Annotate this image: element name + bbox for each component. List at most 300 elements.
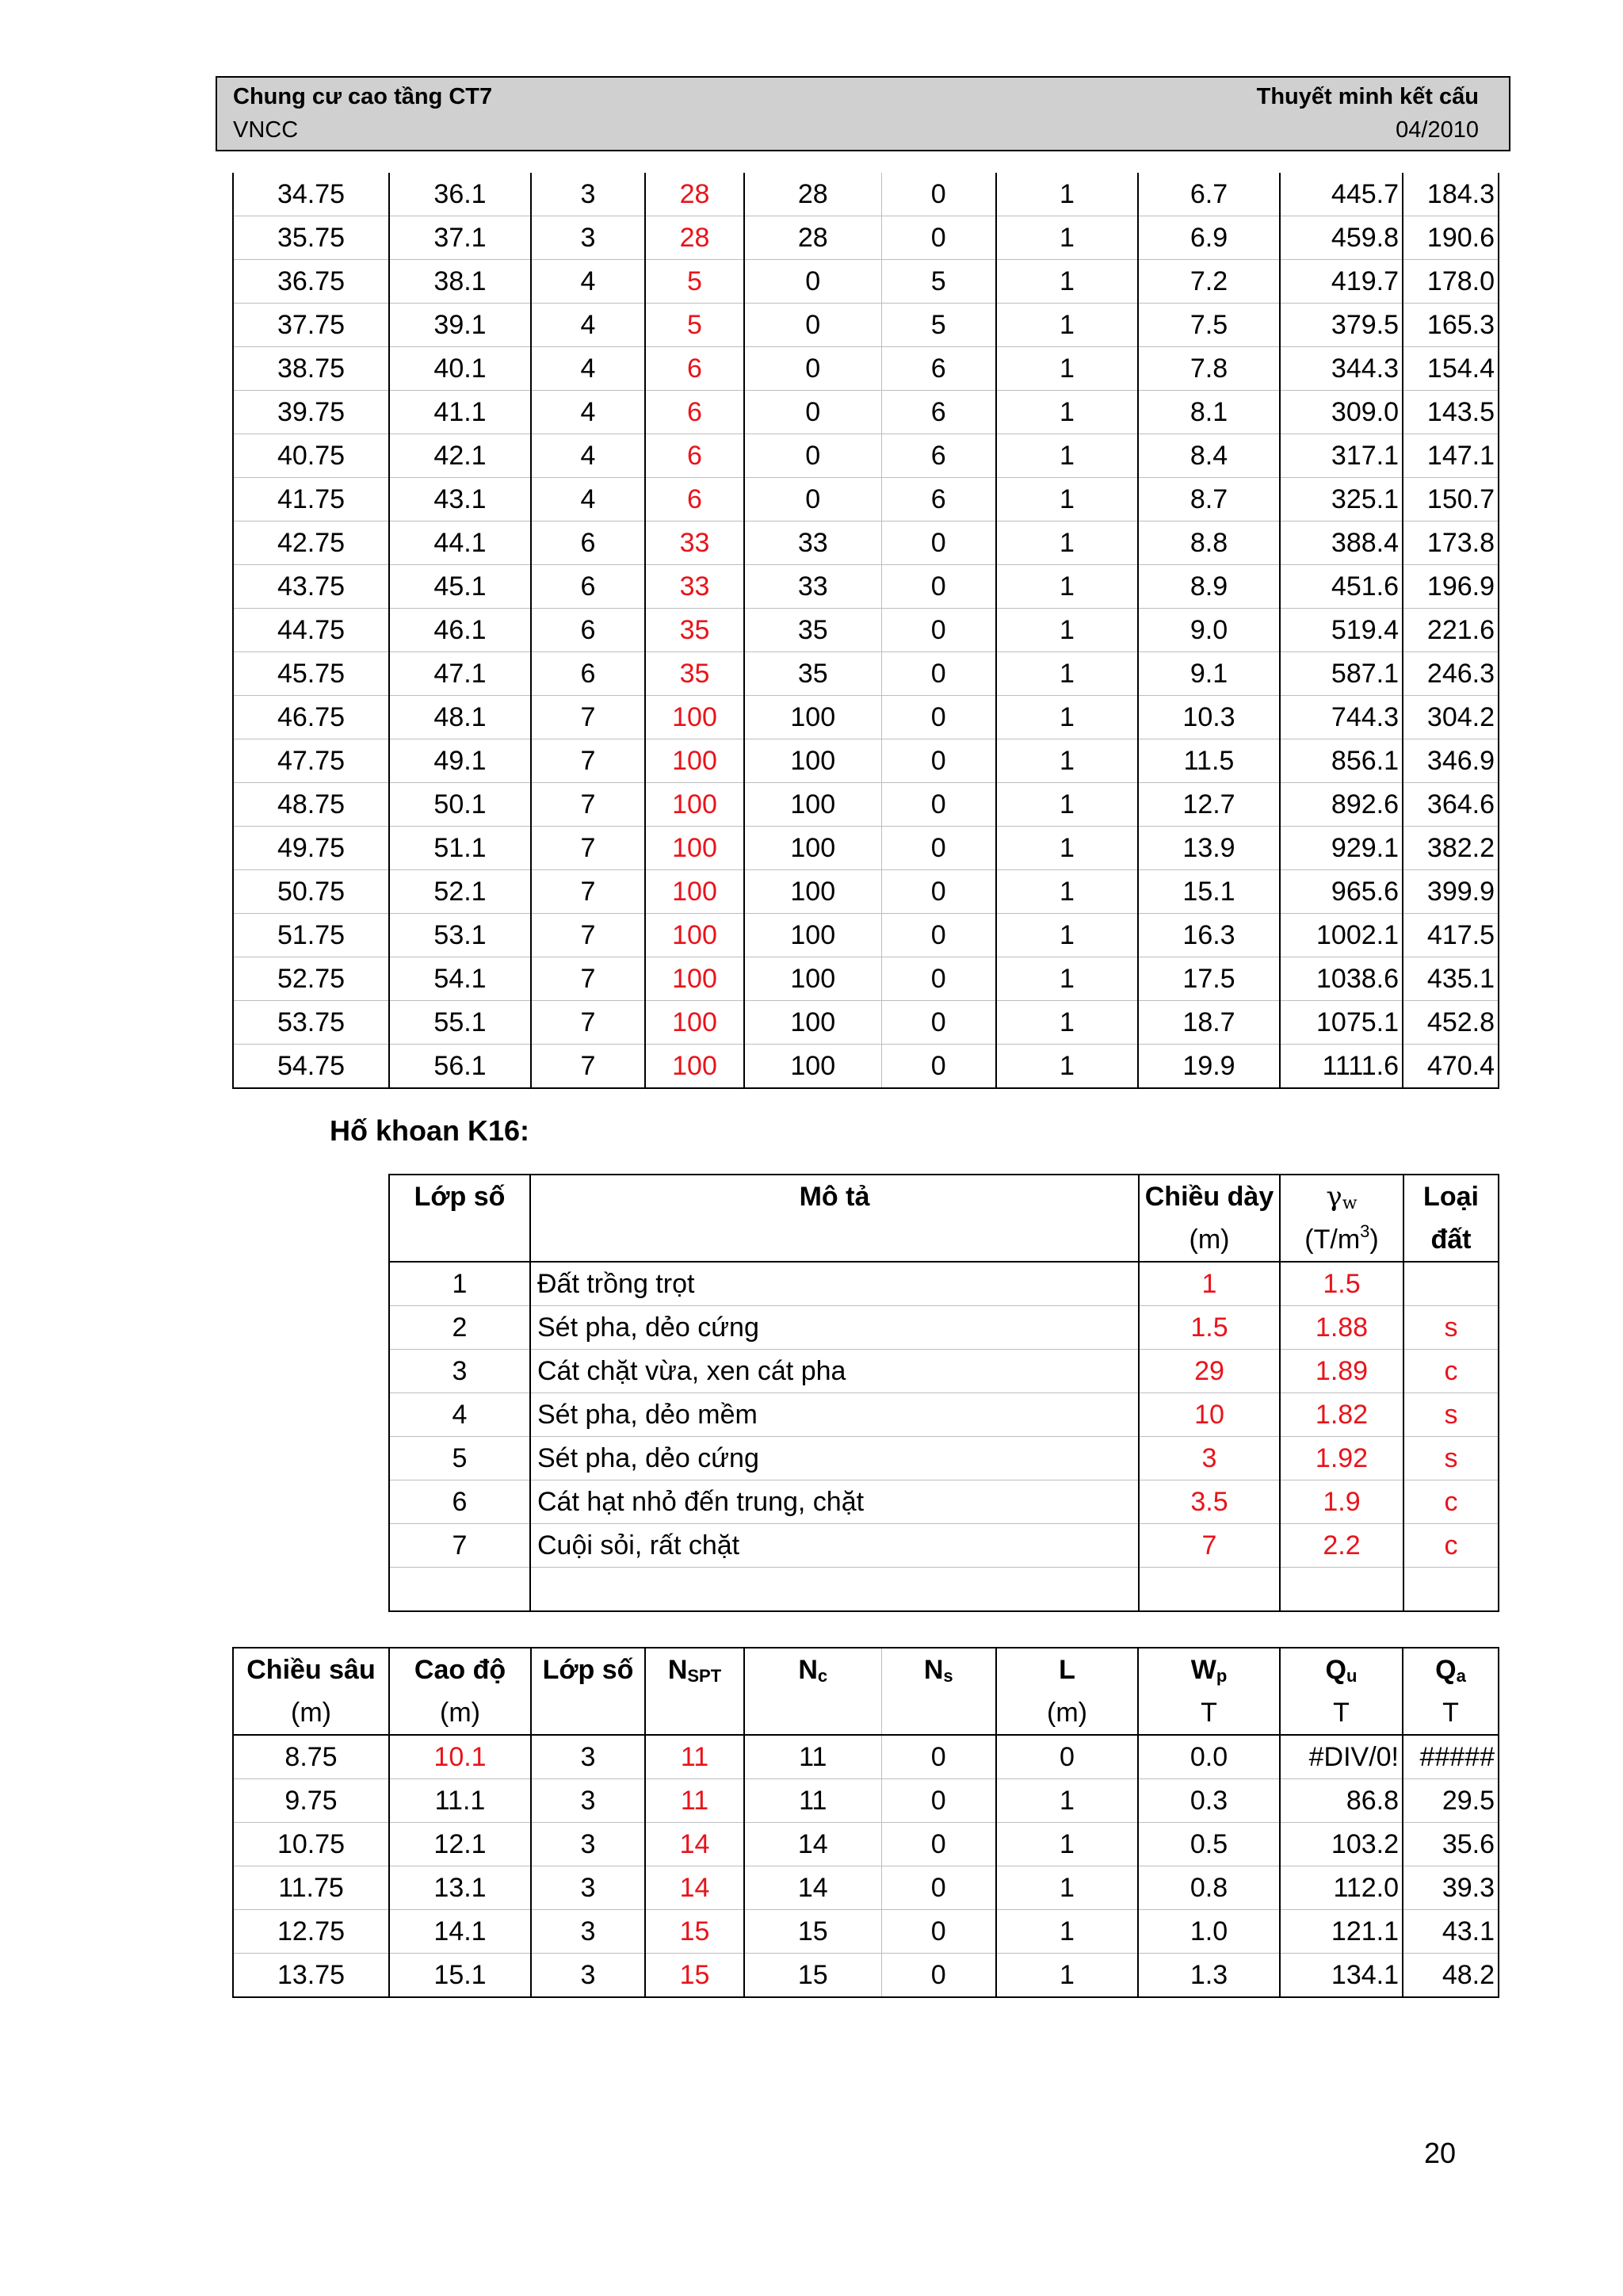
cell-depth: 40.75 (233, 434, 389, 478)
cell-qa: 147.1 (1403, 434, 1499, 478)
cell-depth: 53.75 (233, 1001, 389, 1045)
company-name: VNCC (233, 117, 299, 143)
cell-ns: 0 (881, 1045, 996, 1089)
cell-depth: 8.75 (233, 1735, 389, 1779)
cell-qu: 344.3 (1280, 347, 1403, 391)
cell-length: 1 (996, 1866, 1138, 1910)
k16-data-row (233, 1823, 1499, 1866)
k16-data-row (233, 1866, 1499, 1910)
cell-layer: 6 (531, 609, 645, 652)
header-elevation: Cao độ (389, 1648, 531, 1691)
cell-depth: 13.75 (233, 1954, 389, 1998)
elevation-unit: (m) (389, 1691, 531, 1735)
wp-unit: T (1138, 1691, 1280, 1735)
qa-symbol: Q (1435, 1655, 1457, 1685)
header-layer-no: Lớp số (389, 1175, 530, 1218)
cell-qu: 121.1 (1280, 1910, 1403, 1954)
header-description: Mô tả (530, 1175, 1139, 1218)
nspt-unit (645, 1691, 744, 1735)
cell-length: 1 (996, 1823, 1138, 1866)
cell-qu: 325.1 (1280, 478, 1403, 521)
cell-qu: 1111.6 (1280, 1045, 1403, 1089)
layer-row (389, 1262, 1499, 1306)
layer-row (389, 1393, 1499, 1437)
cell-qu: 419.7 (1280, 260, 1403, 304)
header-depth: Chiều sâu (233, 1648, 389, 1691)
cell-wp: 0.0 (1138, 1735, 1280, 1779)
cell-qa: 364.6 (1403, 783, 1499, 827)
cell-qa: 165.3 (1403, 304, 1499, 347)
cell-qa: 382.2 (1403, 827, 1499, 870)
cell-elevation: 38.1 (389, 260, 531, 304)
cell-wp: 19.9 (1138, 1045, 1280, 1089)
cell-layer: 4 (531, 391, 645, 434)
cell-ns: 0 (881, 696, 996, 739)
data-row (233, 260, 1499, 304)
cell-layer: 7 (531, 870, 645, 914)
cell-ns: 0 (881, 652, 996, 696)
cell-ns: 6 (881, 478, 996, 521)
layer-soil-type: c (1403, 1350, 1499, 1393)
cell-nspt: 100 (645, 827, 744, 870)
qu-symbol: Q (1325, 1655, 1346, 1685)
cell-qu: 965.6 (1280, 870, 1403, 914)
cell-wp: 8.8 (1138, 521, 1280, 565)
cell-nc: 14 (744, 1823, 881, 1866)
cell-qu: 112.0 (1280, 1866, 1403, 1910)
cell-nspt: 14 (645, 1866, 744, 1910)
data-row (233, 434, 1499, 478)
cell-nc: 15 (744, 1954, 881, 1998)
layer-thickness: 3.5 (1139, 1480, 1280, 1524)
cell-ns: 0 (881, 1866, 996, 1910)
layer-thickness: 1.5 (1139, 1306, 1280, 1350)
cell-layer: 3 (531, 1823, 645, 1866)
data-row (233, 739, 1499, 783)
cell-qa: 346.9 (1403, 739, 1499, 783)
cell-length: 1 (996, 652, 1138, 696)
cell-qa: 417.5 (1403, 914, 1499, 957)
cell-nspt: 6 (645, 391, 744, 434)
layer-row (389, 1306, 1499, 1350)
cell-length: 1 (996, 260, 1138, 304)
cell-layer: 4 (531, 347, 645, 391)
data-row (233, 347, 1499, 391)
cell-nc: 100 (744, 827, 881, 870)
cell-elevation: 12.1 (389, 1823, 531, 1866)
cell-ns: 5 (881, 260, 996, 304)
cell-nc: 100 (744, 870, 881, 914)
cell-depth: 9.75 (233, 1779, 389, 1823)
cell-elevation: 46.1 (389, 609, 531, 652)
cell-ns: 0 (881, 609, 996, 652)
layer-no: 7 (389, 1524, 530, 1568)
cell-ns: 0 (881, 1001, 996, 1045)
soil-layers-table (388, 1174, 1499, 1612)
layers-header-row (389, 1175, 1499, 1218)
k16-data-row (233, 1735, 1499, 1779)
cell-qa: 221.6 (1403, 609, 1499, 652)
cell-qa: 48.2 (1403, 1954, 1499, 1998)
cell-wp: 9.1 (1138, 652, 1280, 696)
cell-wp: 18.7 (1138, 1001, 1280, 1045)
cell-length: 1 (996, 391, 1138, 434)
layer-description: Cát chặt vừa, xen cát pha (530, 1350, 1139, 1393)
data-row (233, 827, 1499, 870)
cell-elevation: 47.1 (389, 652, 531, 696)
nspt-subscript: SPT (687, 1666, 722, 1686)
cell-ns: 0 (881, 957, 996, 1001)
cell-length: 1 (996, 739, 1138, 783)
data-row (233, 478, 1499, 521)
cell-wp: 0.3 (1138, 1779, 1280, 1823)
data-row (233, 914, 1499, 957)
cell-qu: #DIV/0! (1280, 1735, 1403, 1779)
qu-unit: T (1280, 1691, 1403, 1735)
cell-nc: 0 (744, 391, 881, 434)
cell-length: 1 (996, 1779, 1138, 1823)
cell-nc: 0 (744, 260, 881, 304)
cell-nspt: 100 (645, 783, 744, 827)
layer-soil-type: s (1403, 1306, 1499, 1350)
cell-layer: 6 (531, 565, 645, 609)
cell-qa: ##### (1403, 1735, 1499, 1779)
layer-no: 4 (389, 1393, 530, 1437)
cell-elevation: 53.1 (389, 914, 531, 957)
nc-unit (744, 1691, 881, 1735)
cell-depth: 39.75 (233, 391, 389, 434)
cell-layer: 3 (531, 1910, 645, 1954)
cell-qu: 519.4 (1280, 609, 1403, 652)
data-row (233, 652, 1499, 696)
cell-depth: 44.75 (233, 609, 389, 652)
cell-nspt: 6 (645, 434, 744, 478)
cell-ns: 6 (881, 347, 996, 391)
cell-nc: 35 (744, 652, 881, 696)
cell-ns: 0 (881, 521, 996, 565)
data-row (233, 1045, 1499, 1089)
header-nc (744, 1648, 881, 1691)
cell-qa: 304.2 (1403, 696, 1499, 739)
cell-wp: 16.3 (1138, 914, 1280, 957)
l-unit: (m) (996, 1691, 1138, 1735)
nc-subscript: c (817, 1666, 828, 1686)
layer-gamma: 1.5 (1280, 1262, 1403, 1306)
cell-nc: 33 (744, 565, 881, 609)
cell-elevation: 49.1 (389, 739, 531, 783)
layer-soil-type (1403, 1262, 1499, 1306)
cell-depth: 49.75 (233, 827, 389, 870)
document-date: 04/2010 (1396, 117, 1479, 143)
cell-layer: 7 (531, 1045, 645, 1089)
cell-nspt: 5 (645, 304, 744, 347)
layer-description: Đất trồng trọt (530, 1262, 1139, 1306)
layer-no: 6 (389, 1480, 530, 1524)
cell-qa: 143.5 (1403, 391, 1499, 434)
cell-elevation: 14.1 (389, 1910, 531, 1954)
cell-depth: 10.75 (233, 1823, 389, 1866)
cell-nspt: 35 (645, 652, 744, 696)
cell-layer: 7 (531, 1001, 645, 1045)
layer-thickness: 1 (1139, 1262, 1280, 1306)
cell-qu: 1075.1 (1280, 1001, 1403, 1045)
layer-row (389, 1437, 1499, 1480)
cell-wp: 13.9 (1138, 827, 1280, 870)
data-row (233, 216, 1499, 260)
cell-qa: 35.6 (1403, 1823, 1499, 1866)
cell-wp: 1.0 (1138, 1910, 1280, 1954)
cell-ns: 0 (881, 1735, 996, 1779)
cell-depth: 43.75 (233, 565, 389, 609)
data-row (233, 609, 1499, 652)
cell-qu: 587.1 (1280, 652, 1403, 696)
cell-length: 1 (996, 870, 1138, 914)
layer-thickness: 7 (1139, 1524, 1280, 1568)
cell-elevation: 15.1 (389, 1954, 531, 1998)
cell-elevation: 39.1 (389, 304, 531, 347)
cell-qu: 892.6 (1280, 783, 1403, 827)
cell-qu: 388.4 (1280, 521, 1403, 565)
header-qa (1403, 1648, 1499, 1691)
cell-length: 1 (996, 347, 1138, 391)
cell-ns: 0 (881, 827, 996, 870)
cell-layer: 4 (531, 260, 645, 304)
cell-layer: 3 (531, 173, 645, 216)
ns-unit (881, 1691, 996, 1735)
cell-qa: 196.9 (1403, 565, 1499, 609)
cell-length: 1 (996, 1954, 1138, 1998)
layer-row (389, 1350, 1499, 1393)
page-number: 20 (1424, 2137, 1457, 2169)
cell-depth: 47.75 (233, 739, 389, 783)
header-nspt (645, 1648, 744, 1691)
cell-wp: 8.1 (1138, 391, 1280, 434)
cell-wp: 8.9 (1138, 565, 1280, 609)
cell-qu: 379.5 (1280, 304, 1403, 347)
cell-nspt: 11 (645, 1735, 744, 1779)
cell-length: 1 (996, 1045, 1138, 1089)
cell-elevation: 43.1 (389, 478, 531, 521)
cell-nc: 14 (744, 1866, 881, 1910)
page-header (216, 76, 1510, 151)
data-row (233, 391, 1499, 434)
layer-soil-type: c (1403, 1524, 1499, 1568)
document-type: Thuyết minh kết cấu (1256, 84, 1479, 109)
data-header-row (233, 1648, 1499, 1691)
cell-nspt: 28 (645, 173, 744, 216)
empty-cell (389, 1568, 530, 1612)
cell-elevation: 54.1 (389, 957, 531, 1001)
cell-ns: 0 (881, 914, 996, 957)
cell-wp: 7.2 (1138, 260, 1280, 304)
k16-data-row (233, 1954, 1499, 1998)
nspt-symbol: N (667, 1655, 688, 1685)
header-soil-type: Loại (1403, 1175, 1499, 1218)
layer-gamma: 1.9 (1280, 1480, 1403, 1524)
cell-nc: 0 (744, 347, 881, 391)
cell-elevation: 44.1 (389, 521, 531, 565)
cell-nc: 0 (744, 478, 881, 521)
cell-nc: 100 (744, 914, 881, 957)
ns-symbol: N (923, 1655, 944, 1685)
cell-elevation: 11.1 (389, 1779, 531, 1823)
header-layer-no-unit (389, 1218, 530, 1262)
empty-cell (1403, 1568, 1499, 1612)
cell-ns: 0 (881, 1954, 996, 1998)
cell-ns: 0 (881, 1910, 996, 1954)
cell-ns: 5 (881, 304, 996, 347)
cell-nc: 28 (744, 173, 881, 216)
cell-length: 0 (996, 1735, 1138, 1779)
cell-qa: 470.4 (1403, 1045, 1499, 1089)
cell-nspt: 100 (645, 957, 744, 1001)
cell-nc: 33 (744, 521, 881, 565)
cell-qa: 246.3 (1403, 652, 1499, 696)
cell-depth: 36.75 (233, 260, 389, 304)
header-thickness: Chiều dày (1139, 1175, 1280, 1218)
cell-qa: 154.4 (1403, 347, 1499, 391)
cell-length: 1 (996, 304, 1138, 347)
layer-thickness: 29 (1139, 1350, 1280, 1393)
cell-qa: 435.1 (1403, 957, 1499, 1001)
cell-qu: 856.1 (1280, 739, 1403, 783)
layer-description: Sét pha, dẻo mềm (530, 1393, 1139, 1437)
cell-elevation: 37.1 (389, 216, 531, 260)
cell-qu: 459.8 (1280, 216, 1403, 260)
cell-depth: 37.75 (233, 304, 389, 347)
cell-nc: 100 (744, 1001, 881, 1045)
layer-gamma: 1.92 (1280, 1437, 1403, 1480)
cell-elevation: 55.1 (389, 1001, 531, 1045)
header-gamma (1280, 1175, 1403, 1218)
cell-nspt: 14 (645, 1823, 744, 1866)
cell-length: 1 (996, 216, 1138, 260)
cell-wp: 0.8 (1138, 1866, 1280, 1910)
cell-layer: 7 (531, 783, 645, 827)
cell-depth: 38.75 (233, 347, 389, 391)
layer-row (389, 1480, 1499, 1524)
cell-wp: 7.8 (1138, 347, 1280, 391)
layer-unit (531, 1691, 645, 1735)
cell-nspt: 100 (645, 1001, 744, 1045)
data-row (233, 783, 1499, 827)
cell-nspt: 15 (645, 1954, 744, 1998)
layer-row-empty (389, 1568, 1499, 1612)
data-row (233, 1001, 1499, 1045)
cell-wp: 17.5 (1138, 957, 1280, 1001)
empty-cell (530, 1568, 1139, 1612)
cell-ns: 6 (881, 391, 996, 434)
layer-gamma: 1.89 (1280, 1350, 1403, 1393)
data-row (233, 521, 1499, 565)
cell-wp: 15.1 (1138, 870, 1280, 914)
cell-layer: 7 (531, 739, 645, 783)
data-header-units-row (233, 1691, 1499, 1735)
gamma-subscript: w (1342, 1194, 1358, 1213)
cell-qu: 317.1 (1280, 434, 1403, 478)
cell-nc: 0 (744, 304, 881, 347)
cell-nspt: 35 (645, 609, 744, 652)
cell-qu: 86.8 (1280, 1779, 1403, 1823)
cell-layer: 7 (531, 827, 645, 870)
layer-row (389, 1524, 1499, 1568)
cell-layer: 7 (531, 914, 645, 957)
cell-nspt: 6 (645, 347, 744, 391)
layer-gamma: 1.88 (1280, 1306, 1403, 1350)
cell-nspt: 15 (645, 1910, 744, 1954)
cell-layer: 3 (531, 216, 645, 260)
layer-no: 5 (389, 1437, 530, 1480)
cell-qu: 103.2 (1280, 1823, 1403, 1866)
cell-wp: 0.5 (1138, 1823, 1280, 1866)
cell-nc: 15 (744, 1910, 881, 1954)
cell-layer: 3 (531, 1779, 645, 1823)
cell-nc: 100 (744, 739, 881, 783)
cell-ns: 0 (881, 565, 996, 609)
cell-elevation: 10.1 (389, 1735, 531, 1779)
nc-symbol: N (798, 1655, 818, 1685)
cell-ns: 0 (881, 1823, 996, 1866)
data-row (233, 870, 1499, 914)
cell-layer: 6 (531, 652, 645, 696)
layer-thickness: 10 (1139, 1393, 1280, 1437)
layer-no: 3 (389, 1350, 530, 1393)
cell-elevation: 56.1 (389, 1045, 531, 1089)
gamma-unit-post: ) (1369, 1224, 1379, 1255)
cell-layer: 4 (531, 304, 645, 347)
ns-subscript: s (943, 1666, 953, 1686)
empty-cell (1280, 1568, 1403, 1612)
cell-nc: 11 (744, 1735, 881, 1779)
cell-elevation: 48.1 (389, 696, 531, 739)
cell-qu: 134.1 (1280, 1954, 1403, 1998)
cell-qu: 1038.6 (1280, 957, 1403, 1001)
cell-qa: 190.6 (1403, 216, 1499, 260)
cell-length: 1 (996, 478, 1138, 521)
cell-layer: 4 (531, 478, 645, 521)
cell-elevation: 50.1 (389, 783, 531, 827)
data-row (233, 173, 1499, 216)
cell-qa: 452.8 (1403, 1001, 1499, 1045)
k16-data-row (233, 1779, 1499, 1823)
cell-nspt: 100 (645, 914, 744, 957)
cell-ns: 0 (881, 870, 996, 914)
cell-qu: 744.3 (1280, 696, 1403, 739)
cell-length: 1 (996, 434, 1138, 478)
qa-unit: T (1403, 1691, 1499, 1735)
cell-layer: 3 (531, 1954, 645, 1998)
cell-qu: 445.7 (1280, 173, 1403, 216)
cell-ns: 0 (881, 1779, 996, 1823)
cell-length: 1 (996, 1001, 1138, 1045)
cell-length: 1 (996, 696, 1138, 739)
cell-depth: 54.75 (233, 1045, 389, 1089)
cell-wp: 12.7 (1138, 783, 1280, 827)
header-wp (1138, 1648, 1280, 1691)
layer-description: Cát hạt nhỏ đến trung, chặt (530, 1480, 1139, 1524)
layer-gamma: 1.82 (1280, 1393, 1403, 1437)
cell-layer: 4 (531, 434, 645, 478)
layer-no: 1 (389, 1262, 530, 1306)
cell-nc: 100 (744, 783, 881, 827)
cell-wp: 6.7 (1138, 173, 1280, 216)
cell-elevation: 52.1 (389, 870, 531, 914)
project-title: Chung cư cao tầng CT7 (233, 84, 493, 109)
cell-qu: 309.0 (1280, 391, 1403, 434)
cell-layer: 3 (531, 1735, 645, 1779)
cell-ns: 0 (881, 783, 996, 827)
cell-nc: 11 (744, 1779, 881, 1823)
